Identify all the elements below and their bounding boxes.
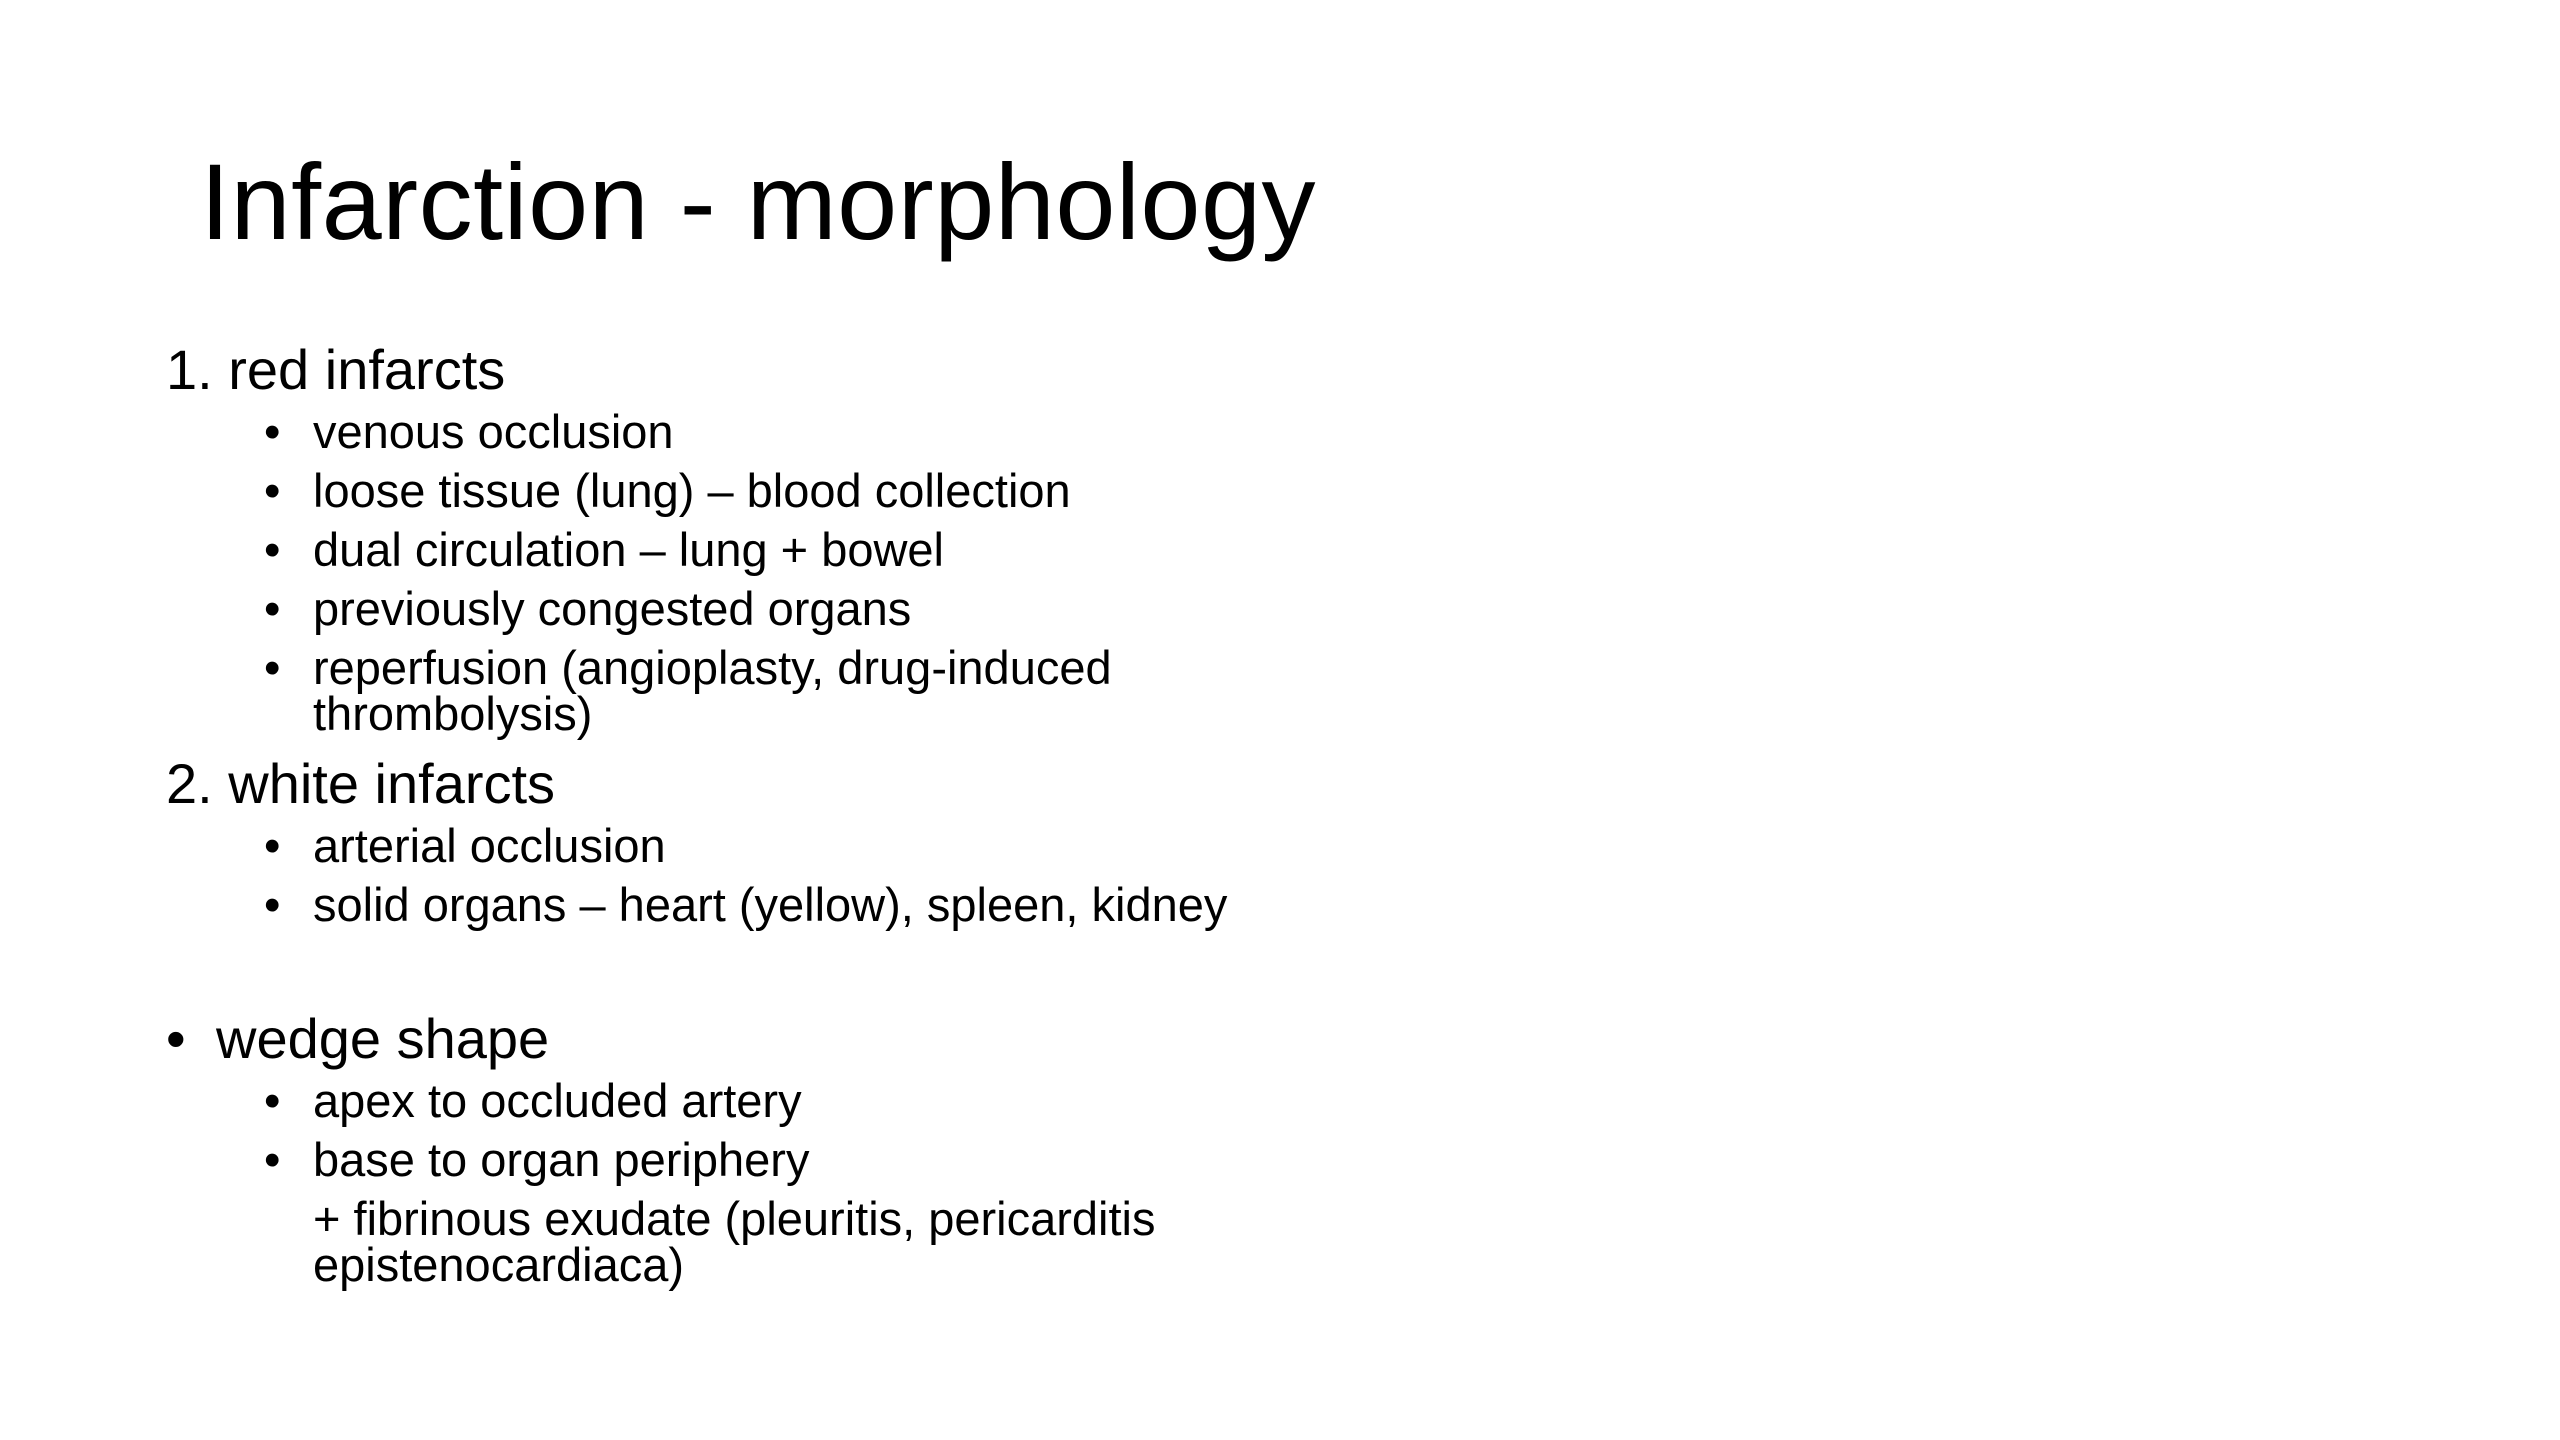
list-item (166, 1074, 1343, 1127)
list-item (166, 819, 1343, 872)
list-item (166, 405, 1343, 458)
list-item-text: solid organs – heart (yellow), spleen, kidney (313, 878, 1228, 931)
list-item-text: apex to occluded artery (313, 1074, 802, 1127)
bullet-icon: • (264, 1074, 281, 1127)
section-heading-red-infarcts: 1. red infarcts (166, 338, 506, 401)
list-note (166, 1192, 1343, 1291)
list-item-text: dual circulation – lung + bowel (313, 523, 944, 576)
bullet-icon: • (264, 464, 281, 517)
list-item-text: arterial occlusion (313, 819, 666, 872)
list-item (166, 582, 1343, 635)
bullet-icon: • (264, 582, 281, 635)
list-item (166, 464, 1343, 517)
bullet-icon: • (264, 523, 281, 576)
list-item-text: base to organ periphery (313, 1133, 810, 1186)
list-item (166, 523, 1343, 576)
list-item-text: previously congested organs (313, 582, 912, 635)
slide-body (166, 336, 1466, 1301)
list-item-text: loose tissue (lung) – blood collection (313, 464, 1071, 517)
list-item (166, 641, 1343, 740)
bullet-icon: • (264, 405, 281, 458)
bullet-icon: • (166, 1007, 186, 1070)
slide-title: Infarction - morphology (200, 141, 1317, 262)
list-note-text: + fibrinous exudate (pleuritis, pericarditis epistenocardiaca) (313, 1192, 1156, 1291)
bullet-icon: • (264, 1133, 281, 1186)
list-item-text: reperfusion (angioplasty, drug-induced thrombolysis) (313, 641, 1112, 740)
list-item (166, 878, 1343, 931)
section-heading-text: wedge shape (216, 1007, 550, 1070)
bullet-icon: • (264, 878, 281, 931)
bullet-icon: • (264, 641, 281, 694)
section-heading-white-infarcts: 2. white infarcts (166, 752, 556, 815)
list-item (166, 1133, 1343, 1186)
section-heading-wedge-shape (166, 1005, 1466, 1073)
list-item-text: venous occlusion (313, 405, 674, 458)
bullet-icon: • (264, 819, 281, 872)
